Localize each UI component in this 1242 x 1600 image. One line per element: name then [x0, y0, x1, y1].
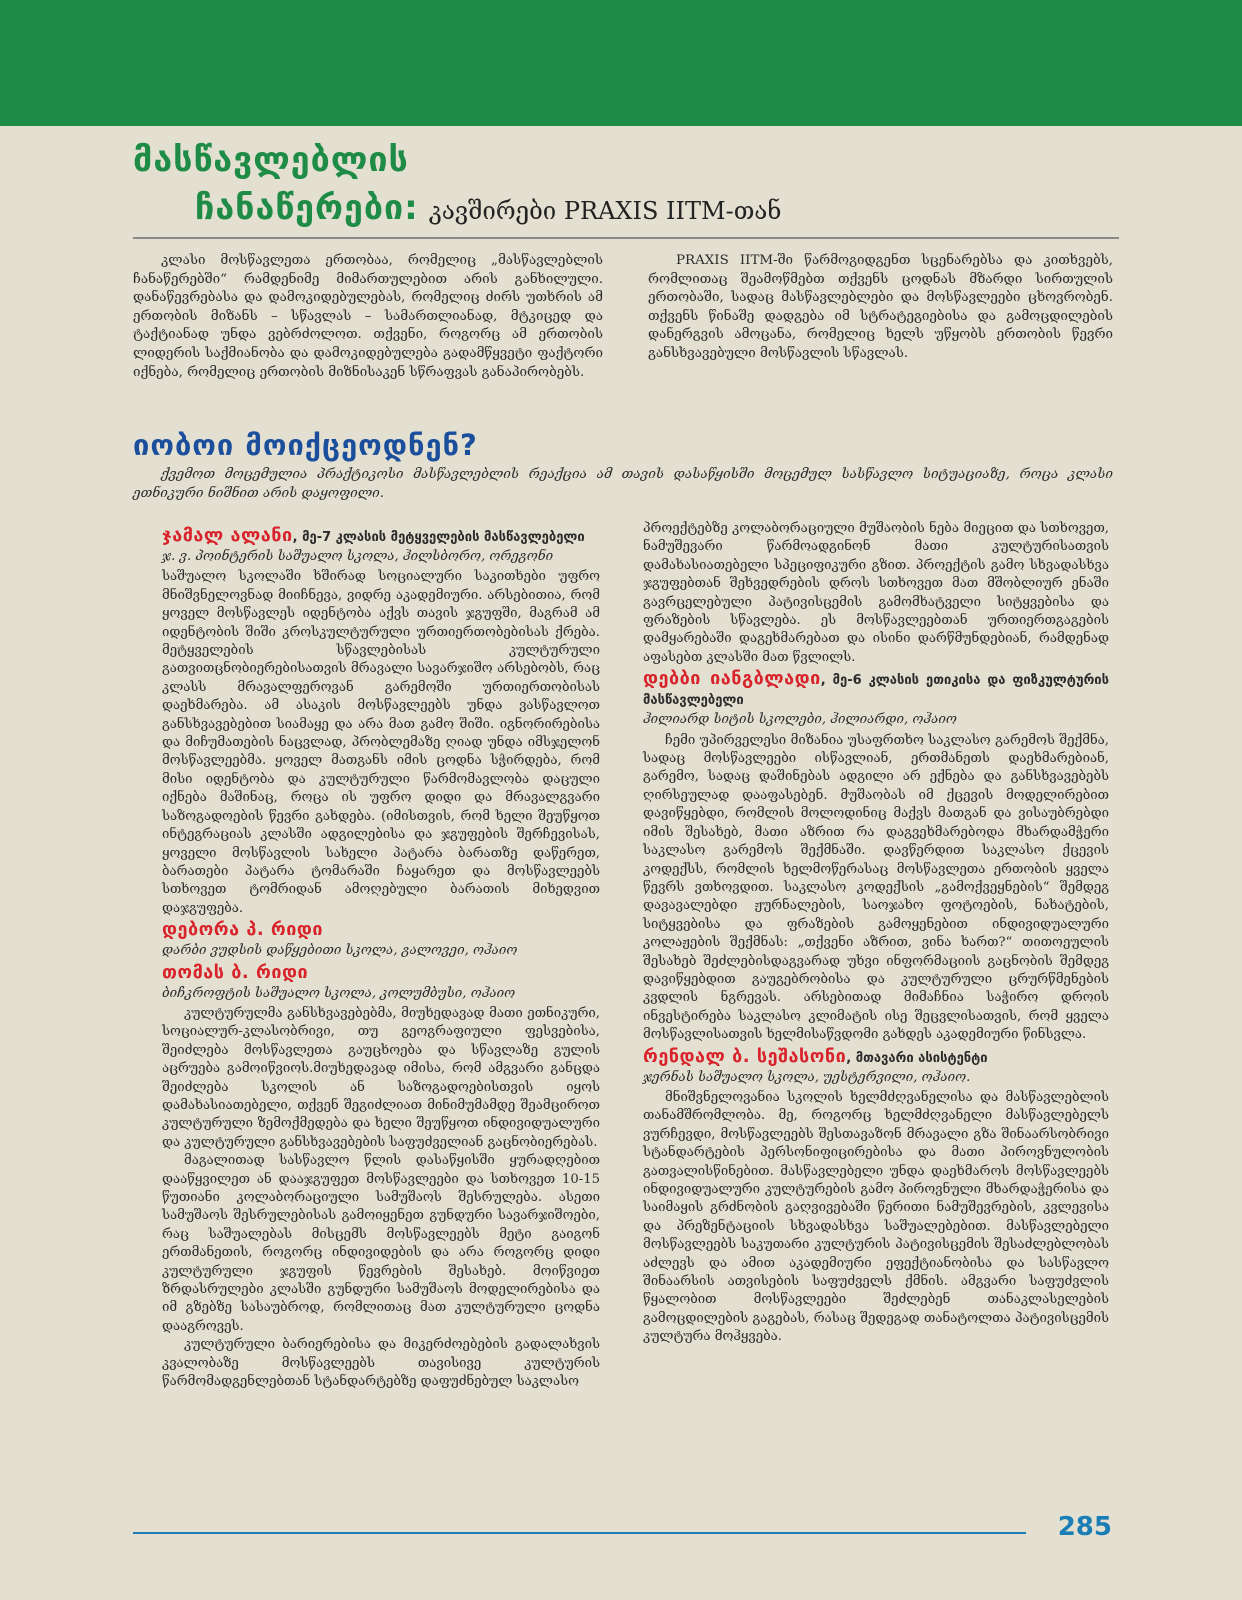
teacher-1-name: ჯამალ ალანი: [162, 525, 293, 546]
teacher-1-header: [162, 526, 600, 548]
teacher-1-role: , მე-7 კლასის მეტყველების მასწავლებელი: [292, 530, 585, 545]
teacher-3-paragraph-3: კულტურული ბარიერებისა და მიკერძოებების გადალახვის კვალობაზე მოსწავლეებს თავისივე კულტურის წარმომადგენლებთან სტანდარტებზე დაფუძნებულ საკლასო: [162, 1337, 600, 1390]
page-title: [133, 140, 1119, 236]
section-lead: [133, 466, 1113, 503]
teacher-3-paragraph-4: პროექტებზე კოლაბორაციული მუშაობის ნება მიეცით და სთხოვეთ, ნამუშევარი წარმოადგინონ მათი კულტურისათვის დამახასიათებელი სპეციფიკური გზით. პროექტის გამო სხვადასხვა ჯგუფებთან შეხვედრების დროს სთხოვეთ მათ მშობლიურ ენაში გავრცელებული პატივისცემის გამომხატველი სიტყვებისა და ფრაზების სწავლება. ეს მოსწავლეებთან ურთიერთგაგების დამყარებაში დაგეხმარებათ და ისინი დარწმუნდებიან, რამდენად აფასებთ კლასში მათ წვლილს.: [643, 521, 1109, 665]
page-number: 285: [1057, 1512, 1112, 1542]
teacher-3-name: თომას ბ. რიდი: [162, 961, 309, 983]
title-line1: მასწავლებლის: [133, 140, 409, 180]
teacher-5-text: მნიშვნელოვანია სკოლის ხელმძღვანელისა და მასწავლებლის თანამშრომლობა. მე, როგორც ხელმძღვანელი მასწავლებელს ვურჩევდი, მოსწავლეებს შესთავაზონ მრავალი გზა შინაარსობრივი სტანდარტების პერსონიფიცირებისა და მათი პიროვნულობის გათვალისწინებით. მასწავლებელი უნდა დაეხმაროს მოსწავლეებს ინდივიდუალური კულტურების გამო პიროვნული მხარდაჭერისა და საიმაყის გრძნობის გაღვივებაში წერითი ნამუშევრების, კვლევისა და პრეზენტაციის სხვადასხვა საშუალებებით. მასწავლებელი მოსწავლეებს საკუთარი კულტურის პატივისცემის შესაძლებლობას აძლევს და ამით აკადემიური ეფექტიანობისა და სასწავლო შინაარსის ათვისების საფუძველს ქმნის. ამგვარი საფუძვლის წყალობით მოსწავლეები შეძლებენ თანაკლასელების გამოცდილების გაგებას, რასაც შედეგად თანატოლთა პატივისცემის კულტურა მოჰყვება.: [643, 1089, 1109, 1345]
footer-rule: [133, 1532, 1026, 1534]
teacher-4-text: ჩემი უპირველესი მიზანია უსაფრთხო საკლასო გარემოს შექმნა, სადაც მოსწავლეები ისწავლიან, ერთმანეთს დაეხმარებიან, გარემო, სადაც დაშინებას ადგილი არ ექნება და განსხვავებებს ღირსეულად დააფასებენ. მუშაობას იმ ქცევის მოდელირებით დავიწყებდი, რომლის მოლოდინიც მაქვს მათგან და ვისაუბრებდი იმის შესახებ, მათი აზრით რა დაგვეხმარებოდა მხარდამჭერი საკლასო გარემოს შექმნაში. დავწერდით საკლასო ქცევის კოდექსს, რომლის ხელმოწერასაც მოსწავლეთა ერთობის ყველა წევრს ვთხოვდით. საკლასო კოდექსის „გამოქვეყნების“ შემდეგ დავავალებდი ჟურნალების, საოჯახო ფოტოების, ნახატების, სიტყვებისა და ფრაზების გამოყენებით ინდივიდუალური კოლაჟების შექმნას: „თქვენი აზრით, ვინა ხართ?“ თითოეულის შესახებ შეძლებისდაგვარად უხვი ინფორმაციის გაცნობის შემდეგ დავიწყებდით გაუგებრობისა და კულტურული ცრურწმენების კვდლის ნგრევას. არსებითად მიმაჩნია საჭირო დროის ინვესტირება საკლასო კლიმატის ისე შეცვლისათვის, რომ ყველა მოსწავლისათვის ხელმისაწვდომი გახდეს აკადემიური წინსვლა.: [643, 732, 1109, 1043]
right-column: [643, 520, 1109, 1347]
section-lead-text: ქვემოთ მოცემულია პრაქტიკოსი მასწავლებლის რეაქცია ამ თავის დასაწყისში მოცემულ სასწავლო სიტუაციაზე, როცა კლასი ეთნიკური ნიშნით არის დაყოფილი.: [133, 467, 1113, 501]
teacher-3-affiliation: ბიჩკროფტის საშუალო სკოლა, კოლუმბუსი, ოჰაიო: [162, 985, 516, 1001]
teacher-1-text: საშუალო სკოლაში ხშირად სოციალური საკითხები უფრო მნიშვნელოვნად მიიჩნევა, ვიდრე აკადემიური. არსებითია, რომ ყოველ მოსწავლეს იდენტობა აქვს თავის ჯგუფში, მაგრამ ამ იდენტობის შიში კროსკულტურული ურთიერთობებისას ქრება. მეტყველების სწავლებისას კულტურული გათვითცნობიერებისათვის მრავალი სავარჯიშო არსებობს, რაც კლასს მრავალფეროვან გარემოში ურთიერთობისას დაეხმარება. ამ ასაკის მოსწავლეებს უნდა ვასწავლოთ განსხვავებებით სიამაყე და არა მათ გამო შიში. იგნორირებისა და მიჩუმათების ნაცვლად, პრობლემაზე ღიად უნდა იმსჯელონ მოსწავლეებმა. ყოველ მათგანს იმის ცოდნა სჭირდება, რომ მისი იდენტობა და კულტურული წარმომავლობა დაცული იქნება მაშინაც, როცა ის უფრო დიდი და მრავალგვარი საზოგადოების წევრი გახდება. (იმისთვის, რომ ხელი შეუწყოთ ინტეგრაციას კლასში ადგილებისა და ჯგუფების შერჩევისას, ყოველი მოსწავლის სახელი პატარა ბარათზე დაწერეთ, ბარათები პატარა ტომარაში ჩაყარეთ და მოსწავლეებს სთხოვეთ ტომრიდან ამოღებული ბარათის მიხედვით დაჯგუფება.: [162, 569, 600, 916]
teacher-3-paragraph-1: კულტურულმა განსხვავებებმა, მიუხედავად მათი ეთნიკური, სოციალურ-კლასობრივი, თუ გეოგრაფიული ფესვებისა, შეიძლება მოსწავლეთა გაუცხოება და სწავლაზე გულის აცრუება გამოიწვიოს.მიუხედავად იმისა, რომ ამგვარი განცდა შეიძლება სკოლის ან საზოგადოებისთვის იყოს დამახასიათებელი, თქვენ შეგიძლიათ მინიმუმამდე შეამციროთ კულტურული ზემოქმედება და ხელი შეუწყოთ ინდივიდუალური და კულტურული განსხვავებების საფუძველიან გაცნობიერებას.: [162, 1005, 600, 1150]
intro-left-column: [133, 252, 603, 382]
teacher-2-header: [162, 920, 600, 942]
title-divider: [133, 237, 1119, 239]
teacher-5-name: რენდალ ბ. სეშასონი: [643, 1045, 847, 1067]
teacher-4-role: , მე-6 კლასის ეთიკისა და ფიზკულტურის მასწავლებელი: [643, 673, 1109, 709]
teacher-4-header: [643, 669, 1109, 711]
teacher-5-header: [643, 1047, 1109, 1069]
teacher-4-name: დებბი იანგბლადი: [643, 668, 821, 690]
teacher-5-affiliation: ჯერნას საშუალო სკოლა, უესტერვილი, ოჰაიო.: [643, 1069, 971, 1085]
teacher-1-affiliation: ჯ. ვ. პოინტერის საშუალო სკოლა, ჰილსბორო, ორეგონი: [162, 549, 554, 564]
intro-left-paragraph: კლასი მოსწავლეთა ერთობაა, რომელიც „მასწავლებლის ჩანაწერებში“ რამდენიმე მიმართულებით არის განხილული. დანაწევრებასა და დამოკიდებულებას, რომელიც ძირს უთხრის ამ ერთობის მიზანს – სწავლას – სამართლიანად, მტკიცედ და ტაქტიანად უნდა ვებრძოლოთ. თქვენი, როგორც ამ ერთობის ლიდერის საქმიანობა და დამოკიდებულება გადამწყვეტი ფაქტორი იქნება, რომელიც ერთობის მიზნისაკენ სწრაფვას განაპირობებს.: [133, 253, 603, 380]
teacher-3-paragraph-2: მაგალითად სასწავლო წლის დასაწყისში ყურადღებით დააწყვილეთ ან დააჯგუფეთ მოსწავლეები და სთხოვეთ 10-15 წუთიანი კოლაბორაციული სამუშაოს შესრულება. ასეთი სამუშაოს შესრულებისას გამოიყენეთ გუნდური სავარჯიშოები, რაც საშუალებას მისცემს მოსწავლეებს მეტი გაიგონ ერთმანეთის, როგორც ინდივიდების და არა როგორც დიდი კულტურული ჯგუფის წევრების შესახებ. მოიწვიეთ ზრდასრულები კლასში გუნდური სამუშაოს მოდელირებისა და იმ გზებზე სასაუბროდ, რომლითაც მათ კულტურული ცოდნა დააგროვეს.: [162, 1153, 600, 1334]
section-heading: იობოი მოიქცეოდნენ?: [133, 428, 478, 462]
teacher-2-name: დებორა პ. რიდი: [162, 919, 324, 941]
left-column: [162, 524, 600, 1391]
teacher-5-role: , მთავარი ასისტენტი: [846, 1050, 988, 1066]
intro-right-column: [648, 252, 1113, 364]
teacher-4-affiliation: ჰილიარდ სიტის სკოლები, ჰილიარდი, ოჰაიო: [643, 712, 957, 728]
title-line2-main: ჩანაწერები:: [195, 188, 419, 228]
title-line2: [195, 186, 1119, 236]
teacher-2-affiliation: დარბი ვუდსის დაწყებითი სკოლა, გალოვეი, ოჰაიო: [162, 943, 518, 959]
header-band: [0, 0, 1242, 126]
teacher-3-header: [162, 963, 600, 985]
intro-right-paragraph: PRAXIS IITM-ში წარმოგიდგენთ სცენარებსა და კითხვებს, რომლითაც შეამოწმებთ თქვენს ცოდნას მზარდი სირთულის ერთობაში, სადაც მასწავლებლები და მოსწავლეები ცხოვრობენ. თქვენს წინაშე დადგება იმ სტრატეგიებისა და გამოცდილების დანერგვის ამოცანა, რომელიც ხელს უწყობს ერთობის წევრი განსხვავებული მოსწავლის სწავლას.: [648, 253, 1113, 361]
title-subtitle: კავშირები PRAXIS IITM-თან: [428, 197, 782, 225]
